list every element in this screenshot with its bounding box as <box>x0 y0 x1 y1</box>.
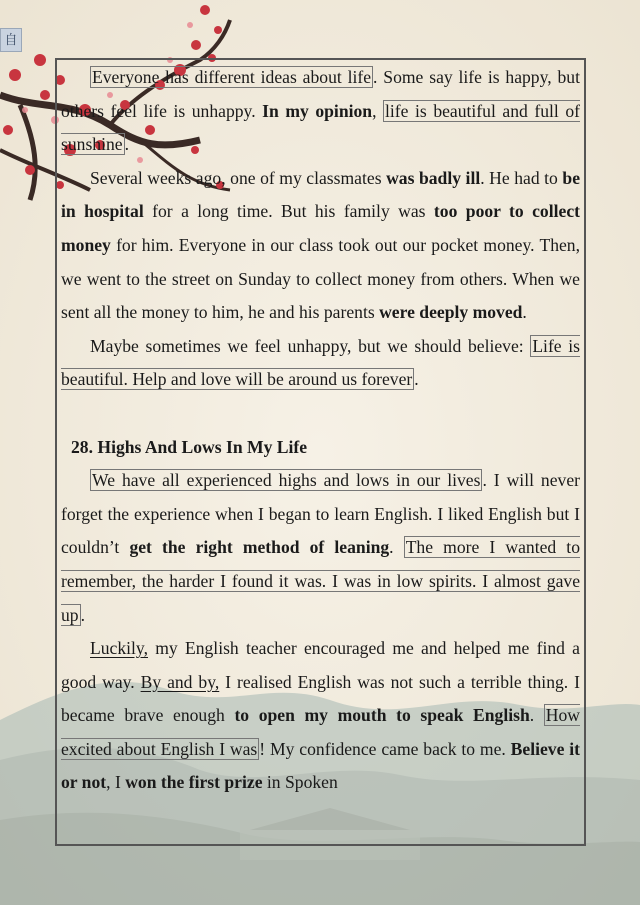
section-heading: 28. Highs And Lows In My Life <box>71 436 308 457</box>
boxed-phrase: The more I wanted to remember, the harder I found it was. I was in low spirits. I almost gave up <box>61 537 580 625</box>
boxed-phrase: How excited about English I was <box>61 705 581 759</box>
paragraph-1: Everyone has different ideas about life . Some say life is happy, but others feel life is unhappy. In my opinion, life is beautiful and full of sunshine . <box>61 67 580 155</box>
paragraph-4: We have all experienced highs and lows in our lives . I will never forget the experience when I began to learn English. I liked English but I couldn’t get the right method of leaning. The more I wanted to remember, the harder I found it was. I was in low spirits. I almost gave up . <box>61 470 580 625</box>
underlined-phrase: By and by, <box>140 671 220 692</box>
paragraph-5: Luckily, my English teacher encouraged me and helped me find a good way. By and by, I realised English was not such a terrible thing. I became brave enough to open my mouth to speak English. How excited about English I was ! My confidence came back to me. Believe it or not, I won the first prize in Spoken <box>61 638 581 793</box>
paragraph-2: Several weeks ago, one of my classmates was badly ill. He had to be in hospital for a long time. But his family was too poor to collect money for him. Everyone in our class took out our pocket money. Then, we went to the street on Sunday to collect money from others. When we sent all the money to him, he and his parents were deeply moved. <box>61 167 580 323</box>
paragraph-3: Maybe sometimes we feel unhappy, but we should believe: Life is beautiful. Help and love will be around us forever . <box>61 335 581 390</box>
boxed-phrase: Everyone has different ideas about life <box>92 67 372 87</box>
boxed-phrase: life is beautiful and full of sunshine <box>61 100 580 155</box>
boxed-phrase: We have all experienced highs and lows in our lives <box>92 470 481 491</box>
blank-line <box>61 397 580 431</box>
boxed-phrase: Life is beautiful. Help and love will be around us forever <box>61 335 581 390</box>
logo-badge: 自 <box>0 28 22 52</box>
underlined-phrase: Luckily, <box>90 638 148 659</box>
document-body <box>61 61 580 800</box>
